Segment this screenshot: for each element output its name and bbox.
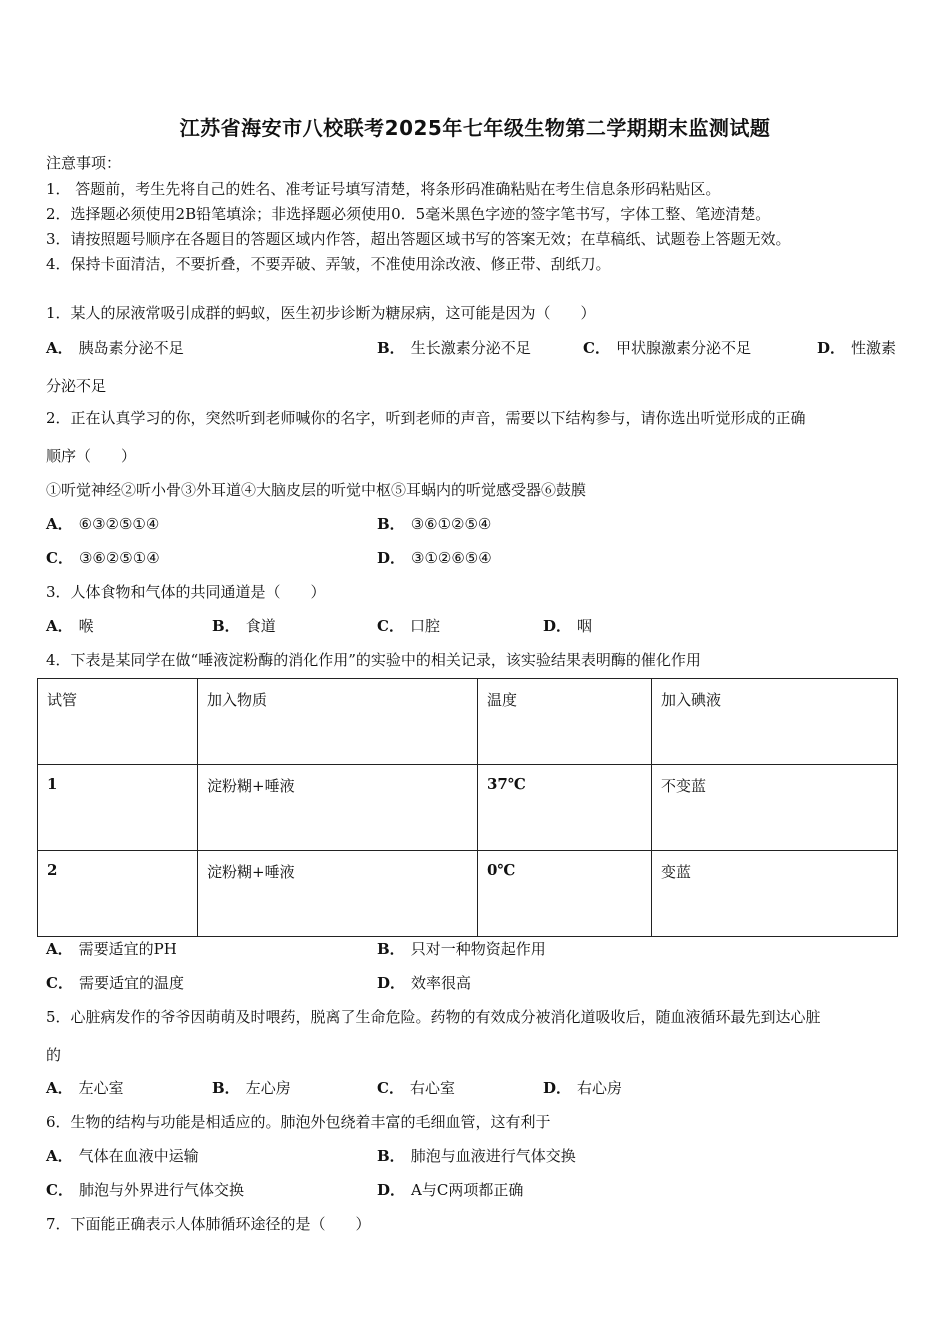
option-text: 咽 (577, 617, 593, 635)
q4-option-b[interactable] (377, 938, 546, 959)
table-cell: 1 (38, 765, 198, 851)
option-label: C． (377, 1079, 404, 1097)
q1-option-d-wrap: 分泌不足 (46, 377, 107, 395)
question-7-stem: 7．下面能正确表示人体肺循环途径的是（ ） (46, 1215, 371, 1233)
q2-option-b[interactable] (377, 513, 491, 534)
option-text: 生长激素分泌不足 (410, 339, 531, 357)
option-label: C． (46, 549, 73, 567)
option-text: 需要适宜的PH (78, 940, 177, 958)
option-label: A． (46, 515, 73, 533)
option-text: 气体在血液中运输 (78, 1147, 199, 1165)
option-label: D． (543, 617, 572, 635)
option-text: ③①②⑥⑤④ (411, 549, 492, 567)
q4-option-c[interactable] (46, 972, 184, 993)
q3-option-a[interactable] (46, 615, 94, 636)
option-label: A． (46, 617, 73, 635)
option-text: 胰岛素分泌不足 (78, 339, 184, 357)
option-text: 左心房 (245, 1079, 291, 1097)
option-text: A与C两项都正确 (411, 1181, 524, 1199)
table-row (38, 851, 898, 937)
option-text: 左心室 (78, 1079, 124, 1097)
q4-option-d[interactable] (377, 972, 471, 993)
table-row (38, 765, 898, 851)
option-label: C． (46, 974, 73, 992)
option-label: B． (377, 515, 405, 533)
option-label: D． (377, 974, 406, 992)
q3-option-d[interactable] (543, 615, 592, 636)
table-cell: 淀粉糊+唾液 (198, 851, 478, 937)
option-label: C． (583, 339, 610, 357)
option-label: D． (817, 339, 846, 357)
option-label: A． (46, 940, 73, 958)
experiment-table (37, 678, 898, 937)
table-cell: 不变蓝 (652, 765, 898, 851)
question-5-stem: 5．心脏病发作的爷爷因萌萌及时喂药，脱离了生命危险。药物的有效成分被消化道吸收后，随血液循环最先到达心脏 (46, 1008, 821, 1026)
q1-option-c[interactable] (583, 337, 751, 358)
option-text: 喉 (78, 617, 94, 635)
notice-item: 1． 答题前，考生先将自己的姓名、准考证号填写清楚，将条形码准确粘贴在考生信息条形码粘贴区。 (46, 180, 721, 198)
table-header-cell: 温度 (478, 679, 652, 765)
option-text: 食道 (245, 617, 276, 635)
q1-option-b[interactable] (377, 337, 531, 358)
q1-option-d[interactable] (817, 337, 896, 358)
option-label: A． (46, 1147, 73, 1165)
table-header-cell: 试管 (38, 679, 198, 765)
option-text: 肺泡与血液进行气体交换 (410, 1147, 576, 1165)
notice-item: 3．请按照题号顺序在各题目的答题区域内作答，超出答题区域书写的答案无效；在草稿纸、试题卷上答题无效。 (46, 230, 791, 248)
q6-option-d[interactable] (377, 1179, 523, 1200)
q6-option-a[interactable] (46, 1145, 199, 1166)
option-label: B． (377, 940, 405, 958)
table-header-row (38, 679, 898, 765)
option-label: A． (46, 339, 73, 357)
option-label: B． (377, 1147, 405, 1165)
option-label: C． (46, 1181, 73, 1199)
question-2-stem: 2．正在认真学习的你，突然听到老师喊你的名字，听到老师的声音，需要以下结构参与，请你选出听觉形成的正确 (46, 409, 806, 427)
option-text: 右心房 (577, 1079, 623, 1097)
table-cell: 0℃ (478, 851, 652, 937)
question-5-stem-cont: 的 (46, 1046, 62, 1064)
q6-option-b[interactable] (377, 1145, 576, 1166)
option-text: 性激素 (851, 339, 897, 357)
table-cell: 37℃ (478, 765, 652, 851)
q1-option-a[interactable] (46, 337, 184, 358)
notice-item: 4．保持卡面清洁，不要折叠，不要弄破、弄皱，不准使用涂改液、修正带、刮纸刀。 (46, 255, 611, 273)
q2-option-a[interactable] (46, 513, 159, 534)
option-label: C． (377, 617, 404, 635)
q4-option-a[interactable] (46, 938, 177, 959)
option-text: 效率很高 (411, 974, 472, 992)
question-2-structures: ①听觉神经②听小骨③外耳道④大脑皮层的听觉中枢⑤耳蜗内的听觉感受器⑥鼓膜 (46, 481, 587, 499)
q5-option-d[interactable] (543, 1077, 622, 1098)
q3-option-c[interactable] (377, 615, 440, 636)
option-text: 口腔 (409, 617, 440, 635)
question-6-stem: 6．生物的结构与功能是相适应的。肺泡外包绕着丰富的毛细血管，这有利于 (46, 1113, 551, 1131)
table-cell: 淀粉糊+唾液 (198, 765, 478, 851)
option-label: B． (212, 617, 240, 635)
option-label: B． (212, 1079, 240, 1097)
option-label: D． (377, 549, 406, 567)
question-2-stem-cont: 顺序（ ） (46, 447, 137, 465)
option-text: 右心室 (409, 1079, 455, 1097)
question-1-stem: 1．某人的尿液常吸引成群的蚂蚁，医生初步诊断为糖尿病，这可能是因为（ ） (46, 304, 596, 322)
notice-heading: 注意事项： (46, 154, 122, 172)
option-text: ③⑥②⑤①④ (78, 549, 160, 567)
q5-option-a[interactable] (46, 1077, 124, 1098)
q6-option-c[interactable] (46, 1179, 244, 1200)
option-text: 需要适宜的温度 (78, 974, 184, 992)
option-text: ③⑥①②⑤④ (410, 515, 492, 533)
table-cell: 变蓝 (652, 851, 898, 937)
q2-option-d[interactable] (377, 547, 492, 568)
question-3-stem: 3．人体食物和气体的共同通道是（ ） (46, 583, 326, 601)
q5-option-c[interactable] (377, 1077, 455, 1098)
page-title: 江苏省海安市八校联考2025年七年级生物第二学期期末监测试题 (179, 116, 771, 140)
table-header-cell: 加入物质 (198, 679, 478, 765)
option-text: ⑥③②⑤①④ (78, 515, 160, 533)
q2-option-c[interactable] (46, 547, 160, 568)
option-text: 甲状腺激素分泌不足 (615, 339, 751, 357)
option-text: 只对一种物资起作用 (410, 940, 546, 958)
notice-item: 2．选择题必须使用2B铅笔填涂；非选择题必须使用0．5毫米黑色字迹的签字笔书写，字体工整、笔迹清楚。 (46, 205, 771, 223)
table-cell: 2 (38, 851, 198, 937)
table-header-cell: 加入碘液 (652, 679, 898, 765)
option-text: 肺泡与外界进行气体交换 (78, 1181, 244, 1199)
q3-option-b[interactable] (212, 615, 276, 636)
q5-option-b[interactable] (212, 1077, 291, 1098)
option-label: D． (543, 1079, 572, 1097)
option-label: A． (46, 1079, 73, 1097)
option-label: B． (377, 339, 405, 357)
question-4-stem: 4．下表是某同学在做“唾液淀粉酶的消化作用”的实验中的相关记录，该实验结果表明酶的催化作用 (46, 651, 701, 669)
option-label: D． (377, 1181, 406, 1199)
